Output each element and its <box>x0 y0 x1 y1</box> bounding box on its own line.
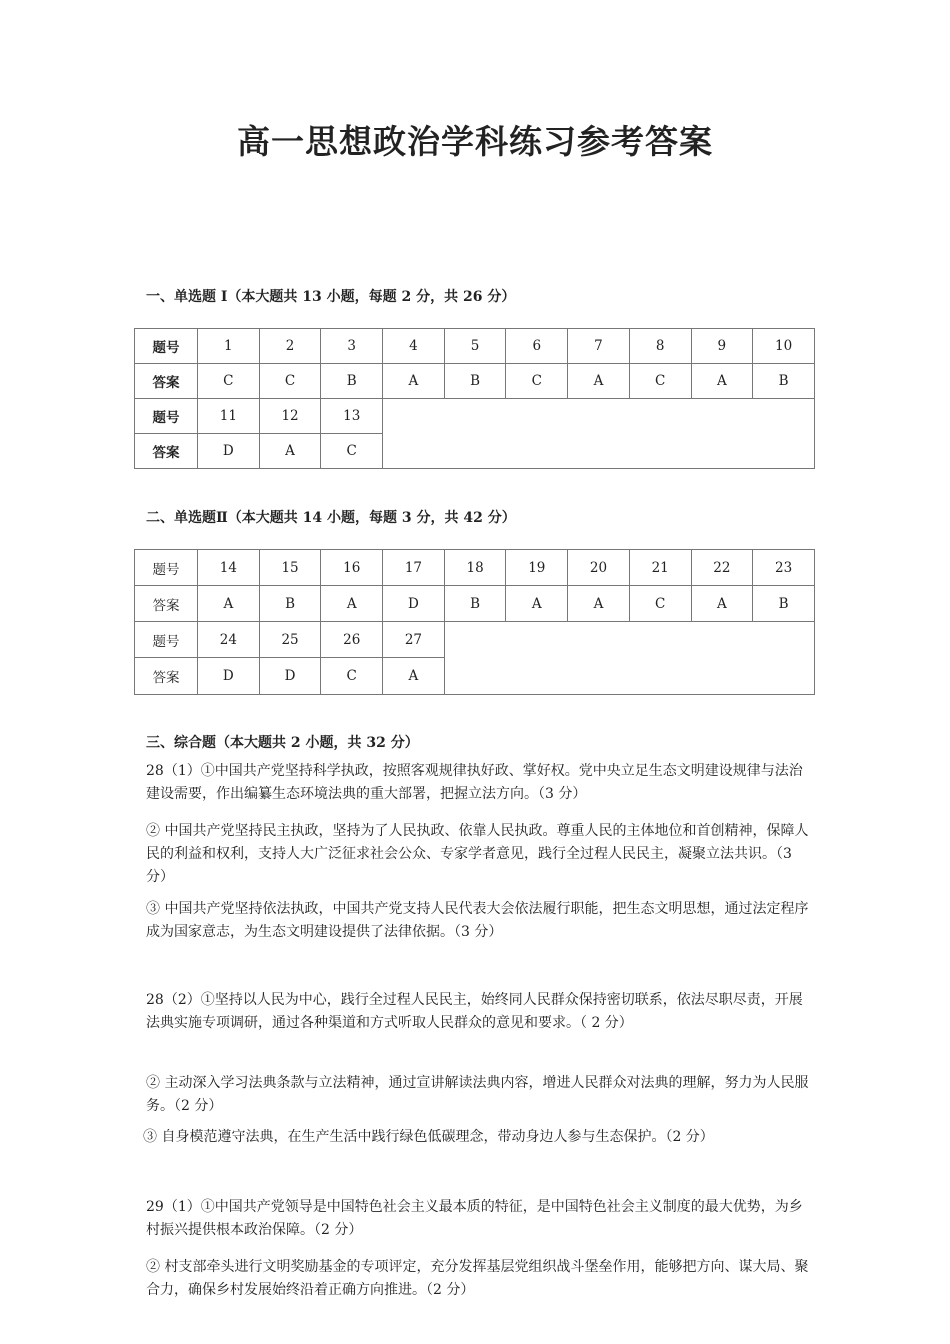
page-title: 高一思想政治学科练习参考答案 <box>237 122 713 161</box>
question-cell: 21 <box>629 550 691 586</box>
question-cell: 19 <box>506 550 568 586</box>
answer-cell: A <box>691 586 753 622</box>
table-row <box>135 399 815 434</box>
question-cell: 4 <box>383 329 445 364</box>
row-label: 答案 <box>135 658 198 695</box>
table-row <box>135 364 815 399</box>
empty-cell <box>444 622 814 695</box>
question-cell: 10 <box>753 329 815 364</box>
question-cell: 12 <box>259 399 321 434</box>
question-cell: 27 <box>383 622 445 658</box>
section3-heading: 三、综合题（本大题共 2 小题，共 32 分） <box>146 735 419 751</box>
question-cell: 26 <box>321 622 383 658</box>
answer-cell: A <box>568 586 630 622</box>
answer-cell: B <box>259 586 321 622</box>
answer-cell: D <box>383 586 445 622</box>
answer-cell: A <box>383 364 445 399</box>
answer-paragraph: 28（2）①坚持以人民为中心，践行全过程人民民主，始终同人民群众保持密切联系，依法尽职尽责，开展法典实施专项调研，通过各种渠道和方式听取人民群众的意见和要求。（ 2 分） <box>146 992 803 1031</box>
question-cell: 18 <box>444 550 506 586</box>
answer-cell: C <box>321 434 383 469</box>
row-label: 题号 <box>135 399 198 434</box>
table-row <box>135 550 815 586</box>
question-cell: 25 <box>259 622 321 658</box>
question-cell: 15 <box>259 550 321 586</box>
answer-cell: B <box>321 364 383 399</box>
question-cell: 7 <box>568 329 630 364</box>
answer-cell: B <box>753 364 815 399</box>
question-cell: 22 <box>691 550 753 586</box>
question-cell: 1 <box>198 329 260 364</box>
answer-cell: D <box>259 658 321 695</box>
question-cell: 24 <box>198 622 260 658</box>
row-label: 题号 <box>135 329 198 364</box>
question-cell: 5 <box>444 329 506 364</box>
answer-paragraph: ③ 中国共产党坚持依法执政，中国共产党支持人民代表大会依法履行职能，把生态文明思想，通过法定程序成为国家意志，为生态文明建设提供了法律依据。（3 分） <box>146 901 809 940</box>
answer-cell: C <box>629 364 691 399</box>
question-cell: 13 <box>321 399 383 434</box>
table-row <box>135 586 815 622</box>
row-label: 答案 <box>135 586 198 622</box>
question-cell: 17 <box>383 550 445 586</box>
answer-cell: A <box>259 434 321 469</box>
answer-cell: A <box>198 586 260 622</box>
answer-paragraph: 28（1）①中国共产党坚持科学执政，按照客观规律执好政、掌好权。党中央立足生态文明建设规律与法治建设需要，作出编纂生态环境法典的重大部署，把握立法方向。（3 分） <box>146 763 803 802</box>
row-label: 题号 <box>135 622 198 658</box>
answer-cell: C <box>506 364 568 399</box>
answer-cell: D <box>198 658 260 695</box>
question-cell: 14 <box>198 550 260 586</box>
answer-cell: A <box>568 364 630 399</box>
question-cell: 11 <box>198 399 260 434</box>
answer-cell: B <box>444 364 506 399</box>
answer-cell: A <box>321 586 383 622</box>
answer-cell: D <box>198 434 260 469</box>
question-cell: 9 <box>691 329 753 364</box>
answer-table-2 <box>134 549 815 695</box>
section1-heading: 一、单选题 Ⅰ（本大题共 13 小题，每题 2 分，共 26 分） <box>146 289 516 305</box>
question-cell: 2 <box>259 329 321 364</box>
answer-cell: A <box>506 586 568 622</box>
answer-table-1 <box>134 328 815 469</box>
table-row <box>135 622 815 658</box>
answer-cell: C <box>198 364 260 399</box>
answer-paragraph: ② 主动深入学习法典条款与立法精神，通过宣讲解读法典内容，增进人民群众对法典的理解，努力为人民服务。（2 分） <box>146 1075 809 1114</box>
answer-paragraph: 29（1）①中国共产党领导是中国特色社会主义最本质的特征，是中国特色社会主义制度的最大优势，为乡村振兴提供根本政治保障。（2 分） <box>146 1199 803 1238</box>
answer-paragraph: ② 村支部牵头进行文明奖励基金的专项评定，充分发挥基层党组织战斗堡垒作用，能够把方向、谋大局、聚合力，确保乡村发展始终沿着正确方向推进。（2 分） <box>146 1259 809 1298</box>
answer-cell: C <box>321 658 383 695</box>
answer-cell: A <box>691 364 753 399</box>
question-cell: 20 <box>568 550 630 586</box>
question-cell: 3 <box>321 329 383 364</box>
answer-paragraph: ③ 自身模范遵守法典，在生产生活中践行绿色低碳理念，带动身边人参与生态保护。（2 分） <box>143 1129 714 1145</box>
row-label: 答案 <box>135 434 198 469</box>
question-cell: 16 <box>321 550 383 586</box>
empty-cell <box>383 399 815 469</box>
answer-cell: C <box>629 586 691 622</box>
row-label: 题号 <box>135 550 198 586</box>
question-cell: 23 <box>753 550 815 586</box>
section2-heading: 二、单选题Ⅱ（本大题共 14 小题，每题 3 分，共 42 分） <box>146 510 516 526</box>
question-cell: 8 <box>629 329 691 364</box>
answer-cell: A <box>383 658 445 695</box>
row-label: 答案 <box>135 364 198 399</box>
question-cell: 6 <box>506 329 568 364</box>
answer-cell: C <box>259 364 321 399</box>
answer-paragraph: ② 中国共产党坚持民主执政，坚持为了人民执政、依靠人民执政。尊重人民的主体地位和首创精神，保障人民的利益和权利，支持人大广泛征求社会公众、专家学者意见，践行全过程人民民主，凝聚立法共识。（3 分） <box>146 823 809 885</box>
answer-cell: B <box>444 586 506 622</box>
table-row <box>135 329 815 364</box>
answer-cell: B <box>753 586 815 622</box>
